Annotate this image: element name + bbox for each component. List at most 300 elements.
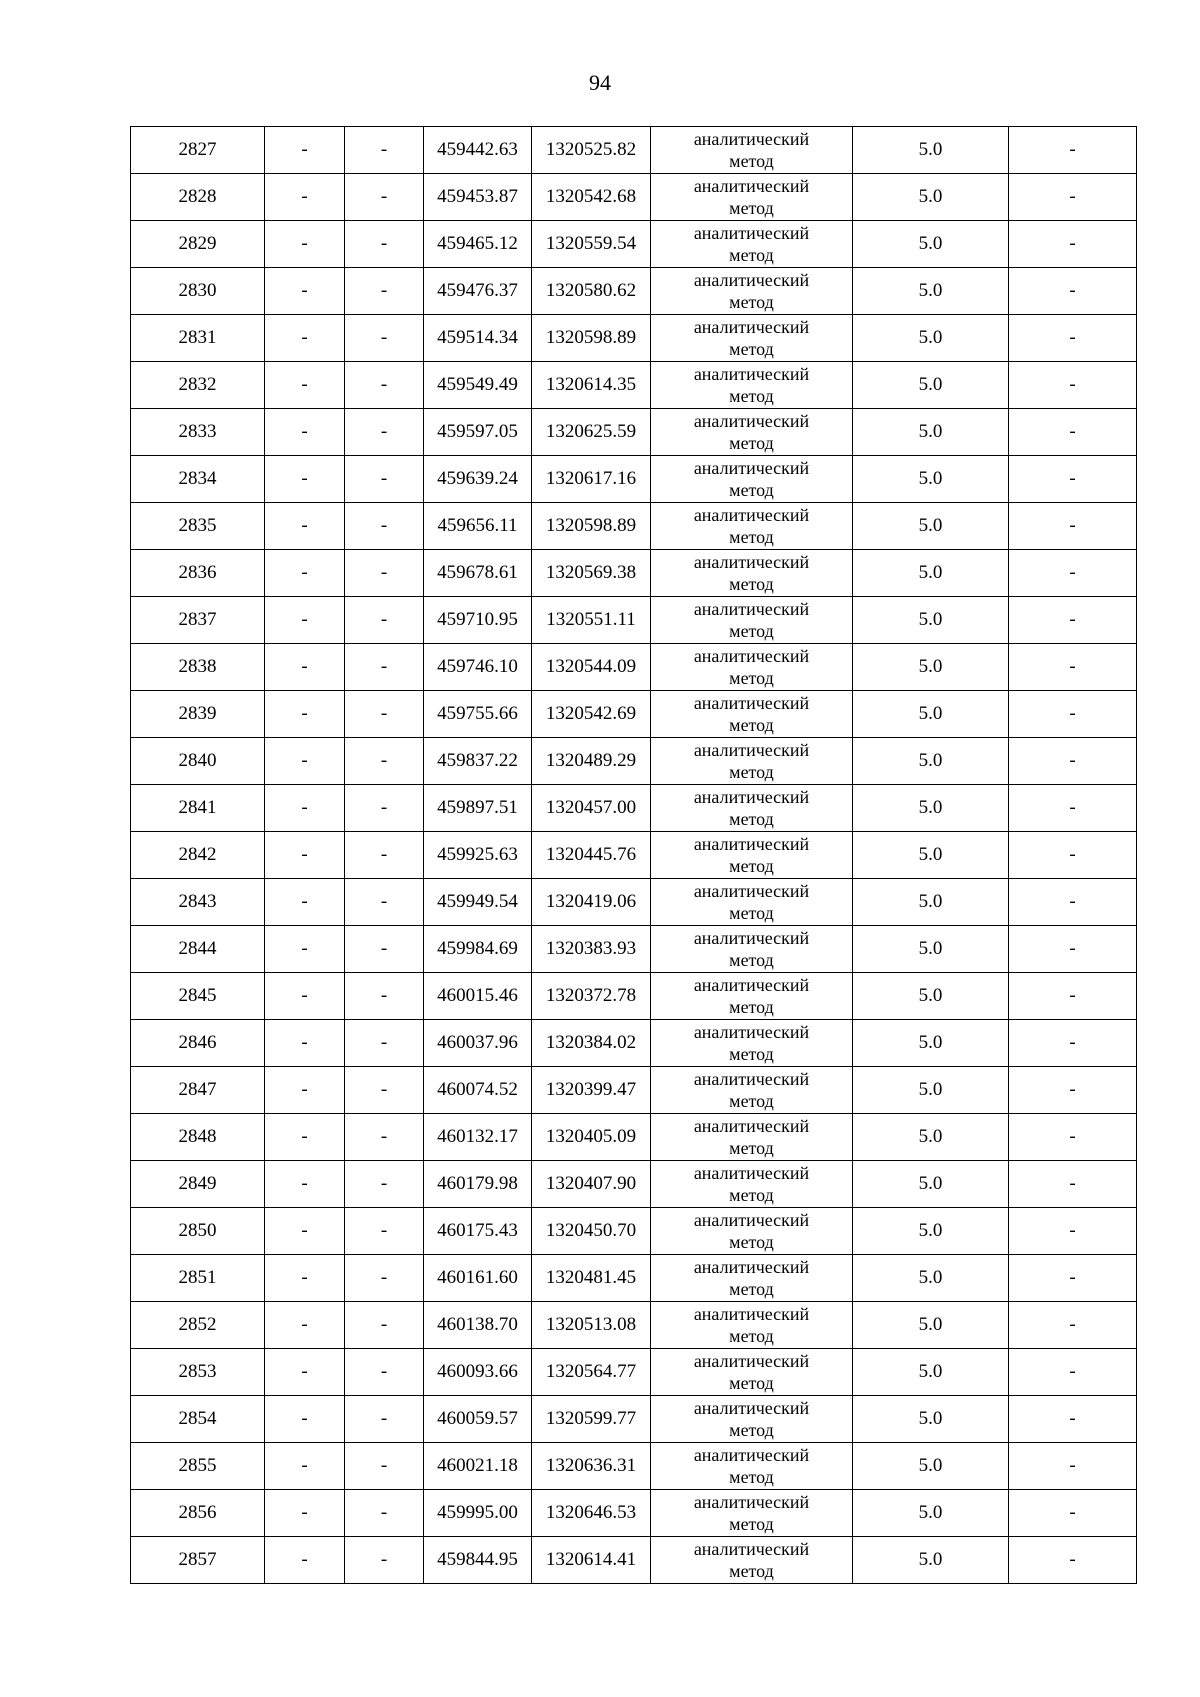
column-2-cell: - bbox=[265, 550, 345, 597]
column-3-cell: - bbox=[345, 268, 424, 315]
x-coordinate-cell: 460138.70 bbox=[424, 1302, 532, 1349]
method-line-1: аналитический bbox=[693, 1304, 810, 1324]
column-3-cell: - bbox=[345, 1255, 424, 1302]
column-2-cell: - bbox=[265, 1537, 345, 1584]
point-number-cell: 2852 bbox=[131, 1302, 265, 1349]
method-cell bbox=[651, 1067, 853, 1114]
point-number-cell: 2849 bbox=[131, 1161, 265, 1208]
table-row bbox=[131, 832, 1137, 879]
accuracy-cell: 5.0 bbox=[853, 1490, 1009, 1537]
point-number-cell: 2851 bbox=[131, 1255, 265, 1302]
method-line-1: аналитический bbox=[693, 364, 810, 384]
last-column-cell: - bbox=[1009, 1443, 1137, 1490]
method-line-1: аналитический bbox=[693, 646, 810, 666]
point-number-cell: 2828 bbox=[131, 174, 265, 221]
last-column-cell: - bbox=[1009, 1114, 1137, 1161]
x-coordinate-cell: 460132.17 bbox=[424, 1114, 532, 1161]
x-coordinate-cell: 460161.60 bbox=[424, 1255, 532, 1302]
point-number-cell: 2839 bbox=[131, 691, 265, 738]
method-line-2: метод bbox=[729, 1279, 774, 1299]
last-column-cell: - bbox=[1009, 315, 1137, 362]
accuracy-cell: 5.0 bbox=[853, 1349, 1009, 1396]
method-line-2: метод bbox=[729, 245, 774, 265]
accuracy-cell: 5.0 bbox=[853, 221, 1009, 268]
column-2-cell: - bbox=[265, 456, 345, 503]
point-number-cell: 2837 bbox=[131, 597, 265, 644]
y-coordinate-cell: 1320399.47 bbox=[532, 1067, 651, 1114]
column-2-cell: - bbox=[265, 785, 345, 832]
column-3-cell: - bbox=[345, 362, 424, 409]
accuracy-cell: 5.0 bbox=[853, 503, 1009, 550]
x-coordinate-cell: 460093.66 bbox=[424, 1349, 532, 1396]
method-line-1: аналитический bbox=[693, 1116, 810, 1136]
point-number-cell: 2838 bbox=[131, 644, 265, 691]
column-2-cell: - bbox=[265, 1114, 345, 1161]
last-column-cell: - bbox=[1009, 1349, 1137, 1396]
method-cell bbox=[651, 1255, 853, 1302]
table-row bbox=[131, 362, 1137, 409]
table-row bbox=[131, 1208, 1137, 1255]
y-coordinate-cell: 1320599.77 bbox=[532, 1396, 651, 1443]
last-column-cell: - bbox=[1009, 409, 1137, 456]
column-3-cell: - bbox=[345, 1020, 424, 1067]
point-number-cell: 2841 bbox=[131, 785, 265, 832]
accuracy-cell: 5.0 bbox=[853, 1537, 1009, 1584]
x-coordinate-cell: 459453.87 bbox=[424, 174, 532, 221]
x-coordinate-cell: 459995.00 bbox=[424, 1490, 532, 1537]
method-cell bbox=[651, 1208, 853, 1255]
table-row bbox=[131, 127, 1137, 174]
method-line-1: аналитический bbox=[693, 1398, 810, 1418]
accuracy-cell: 5.0 bbox=[853, 973, 1009, 1020]
method-line-1: аналитический bbox=[693, 1210, 810, 1230]
x-coordinate-cell: 459925.63 bbox=[424, 832, 532, 879]
y-coordinate-cell: 1320445.76 bbox=[532, 832, 651, 879]
x-coordinate-cell: 459476.37 bbox=[424, 268, 532, 315]
accuracy-cell: 5.0 bbox=[853, 832, 1009, 879]
method-cell bbox=[651, 1396, 853, 1443]
x-coordinate-cell: 459549.49 bbox=[424, 362, 532, 409]
method-cell bbox=[651, 127, 853, 174]
method-cell bbox=[651, 268, 853, 315]
accuracy-cell: 5.0 bbox=[853, 785, 1009, 832]
column-2-cell: - bbox=[265, 315, 345, 362]
accuracy-cell: 5.0 bbox=[853, 362, 1009, 409]
column-3-cell: - bbox=[345, 926, 424, 973]
accuracy-cell: 5.0 bbox=[853, 1302, 1009, 1349]
column-3-cell: - bbox=[345, 597, 424, 644]
accuracy-cell: 5.0 bbox=[853, 268, 1009, 315]
point-number-cell: 2850 bbox=[131, 1208, 265, 1255]
method-cell bbox=[651, 1537, 853, 1584]
method-line-2: метод bbox=[729, 856, 774, 876]
method-cell bbox=[651, 550, 853, 597]
column-3-cell: - bbox=[345, 174, 424, 221]
point-number-cell: 2840 bbox=[131, 738, 265, 785]
table-row bbox=[131, 409, 1137, 456]
method-line-1: аналитический bbox=[693, 1445, 810, 1465]
method-line-2: метод bbox=[729, 997, 774, 1017]
last-column-cell: - bbox=[1009, 503, 1137, 550]
table-row bbox=[131, 785, 1137, 832]
accuracy-cell: 5.0 bbox=[853, 691, 1009, 738]
y-coordinate-cell: 1320598.89 bbox=[532, 503, 651, 550]
column-3-cell: - bbox=[345, 127, 424, 174]
point-number-cell: 2848 bbox=[131, 1114, 265, 1161]
x-coordinate-cell: 460015.46 bbox=[424, 973, 532, 1020]
last-column-cell: - bbox=[1009, 879, 1137, 926]
table-row bbox=[131, 1067, 1137, 1114]
table-row bbox=[131, 1020, 1137, 1067]
last-column-cell: - bbox=[1009, 362, 1137, 409]
accuracy-cell: 5.0 bbox=[853, 926, 1009, 973]
method-cell bbox=[651, 1302, 853, 1349]
method-line-2: метод bbox=[729, 1467, 774, 1487]
method-line-1: аналитический bbox=[693, 1257, 810, 1277]
method-line-1: аналитический bbox=[693, 787, 810, 807]
method-cell bbox=[651, 597, 853, 644]
table-row bbox=[131, 315, 1137, 362]
method-cell bbox=[651, 1349, 853, 1396]
y-coordinate-cell: 1320383.93 bbox=[532, 926, 651, 973]
method-cell bbox=[651, 503, 853, 550]
method-line-1: аналитический bbox=[693, 1539, 810, 1559]
method-cell bbox=[651, 973, 853, 1020]
y-coordinate-cell: 1320636.31 bbox=[532, 1443, 651, 1490]
last-column-cell: - bbox=[1009, 1161, 1137, 1208]
column-3-cell: - bbox=[345, 503, 424, 550]
accuracy-cell: 5.0 bbox=[853, 1161, 1009, 1208]
page-number: 94 bbox=[589, 70, 611, 95]
point-number-cell: 2834 bbox=[131, 456, 265, 503]
last-column-cell: - bbox=[1009, 1020, 1137, 1067]
method-cell bbox=[651, 926, 853, 973]
method-cell bbox=[651, 879, 853, 926]
table-row bbox=[131, 738, 1137, 785]
method-cell bbox=[651, 1020, 853, 1067]
method-line-1: аналитический bbox=[693, 975, 810, 995]
table-row bbox=[131, 456, 1137, 503]
x-coordinate-cell: 459984.69 bbox=[424, 926, 532, 973]
last-column-cell: - bbox=[1009, 926, 1137, 973]
x-coordinate-cell: 459897.51 bbox=[424, 785, 532, 832]
method-cell bbox=[651, 174, 853, 221]
y-coordinate-cell: 1320384.02 bbox=[532, 1020, 651, 1067]
column-2-cell: - bbox=[265, 1067, 345, 1114]
method-line-2: метод bbox=[729, 1044, 774, 1064]
table-row bbox=[131, 926, 1137, 973]
method-cell bbox=[651, 1443, 853, 1490]
table-row bbox=[131, 1114, 1137, 1161]
column-3-cell: - bbox=[345, 1067, 424, 1114]
column-2-cell: - bbox=[265, 174, 345, 221]
accuracy-cell: 5.0 bbox=[853, 1067, 1009, 1114]
y-coordinate-cell: 1320489.29 bbox=[532, 738, 651, 785]
column-3-cell: - bbox=[345, 1161, 424, 1208]
x-coordinate-cell: 459442.63 bbox=[424, 127, 532, 174]
method-line-1: аналитический bbox=[693, 1351, 810, 1371]
column-3-cell: - bbox=[345, 221, 424, 268]
last-column-cell: - bbox=[1009, 597, 1137, 644]
y-coordinate-cell: 1320646.53 bbox=[532, 1490, 651, 1537]
last-column-cell: - bbox=[1009, 127, 1137, 174]
y-coordinate-cell: 1320598.89 bbox=[532, 315, 651, 362]
column-2-cell: - bbox=[265, 973, 345, 1020]
accuracy-cell: 5.0 bbox=[853, 1255, 1009, 1302]
x-coordinate-cell: 459755.66 bbox=[424, 691, 532, 738]
accuracy-cell: 5.0 bbox=[853, 644, 1009, 691]
point-number-cell: 2835 bbox=[131, 503, 265, 550]
column-2-cell: - bbox=[265, 1302, 345, 1349]
method-line-1: аналитический bbox=[693, 552, 810, 572]
method-cell bbox=[651, 409, 853, 456]
y-coordinate-cell: 1320569.38 bbox=[532, 550, 651, 597]
table-row bbox=[131, 973, 1137, 1020]
method-line-2: метод bbox=[729, 527, 774, 547]
column-2-cell: - bbox=[265, 1490, 345, 1537]
x-coordinate-cell: 459746.10 bbox=[424, 644, 532, 691]
column-2-cell: - bbox=[265, 1161, 345, 1208]
column-3-cell: - bbox=[345, 738, 424, 785]
point-number-cell: 2854 bbox=[131, 1396, 265, 1443]
point-number-cell: 2857 bbox=[131, 1537, 265, 1584]
method-line-1: аналитический bbox=[693, 928, 810, 948]
point-number-cell: 2831 bbox=[131, 315, 265, 362]
column-2-cell: - bbox=[265, 1020, 345, 1067]
table-row bbox=[131, 691, 1137, 738]
column-2-cell: - bbox=[265, 1396, 345, 1443]
method-line-2: метод bbox=[729, 621, 774, 641]
y-coordinate-cell: 1320407.90 bbox=[532, 1161, 651, 1208]
last-column-cell: - bbox=[1009, 174, 1137, 221]
accuracy-cell: 5.0 bbox=[853, 127, 1009, 174]
method-line-2: метод bbox=[729, 1514, 774, 1534]
point-number-cell: 2832 bbox=[131, 362, 265, 409]
x-coordinate-cell: 460074.52 bbox=[424, 1067, 532, 1114]
table-row bbox=[131, 644, 1137, 691]
point-number-cell: 2853 bbox=[131, 1349, 265, 1396]
method-line-1: аналитический bbox=[693, 317, 810, 337]
y-coordinate-cell: 1320419.06 bbox=[532, 879, 651, 926]
table-row bbox=[131, 1396, 1137, 1443]
y-coordinate-cell: 1320617.16 bbox=[532, 456, 651, 503]
method-line-1: аналитический bbox=[693, 1022, 810, 1042]
accuracy-cell: 5.0 bbox=[853, 1208, 1009, 1255]
last-column-cell: - bbox=[1009, 221, 1137, 268]
column-2-cell: - bbox=[265, 1255, 345, 1302]
last-column-cell: - bbox=[1009, 550, 1137, 597]
y-coordinate-cell: 1320614.35 bbox=[532, 362, 651, 409]
point-number-cell: 2844 bbox=[131, 926, 265, 973]
last-column-cell: - bbox=[1009, 1396, 1137, 1443]
point-number-cell: 2830 bbox=[131, 268, 265, 315]
column-3-cell: - bbox=[345, 1349, 424, 1396]
x-coordinate-cell: 460021.18 bbox=[424, 1443, 532, 1490]
method-line-2: метод bbox=[729, 1373, 774, 1393]
column-2-cell: - bbox=[265, 503, 345, 550]
method-line-2: метод bbox=[729, 574, 774, 594]
table-row bbox=[131, 879, 1137, 926]
last-column-cell: - bbox=[1009, 832, 1137, 879]
table-row bbox=[131, 1537, 1137, 1584]
y-coordinate-cell: 1320542.68 bbox=[532, 174, 651, 221]
column-3-cell: - bbox=[345, 1396, 424, 1443]
accuracy-cell: 5.0 bbox=[853, 1114, 1009, 1161]
method-line-1: аналитический bbox=[693, 881, 810, 901]
accuracy-cell: 5.0 bbox=[853, 1443, 1009, 1490]
accuracy-cell: 5.0 bbox=[853, 738, 1009, 785]
x-coordinate-cell: 459678.61 bbox=[424, 550, 532, 597]
method-line-1: аналитический bbox=[693, 693, 810, 713]
method-line-1: аналитический bbox=[693, 223, 810, 243]
point-number-cell: 2846 bbox=[131, 1020, 265, 1067]
table-row bbox=[131, 1490, 1137, 1537]
coordinates-table bbox=[130, 126, 1137, 1584]
accuracy-cell: 5.0 bbox=[853, 550, 1009, 597]
x-coordinate-cell: 459597.05 bbox=[424, 409, 532, 456]
y-coordinate-cell: 1320625.59 bbox=[532, 409, 651, 456]
table-row bbox=[131, 268, 1137, 315]
column-3-cell: - bbox=[345, 644, 424, 691]
method-line-2: метод bbox=[729, 1561, 774, 1581]
column-3-cell: - bbox=[345, 832, 424, 879]
column-3-cell: - bbox=[345, 315, 424, 362]
method-line-2: метод bbox=[729, 292, 774, 312]
method-line-2: метод bbox=[729, 1420, 774, 1440]
method-line-1: аналитический bbox=[693, 505, 810, 525]
column-2-cell: - bbox=[265, 691, 345, 738]
table-row bbox=[131, 221, 1137, 268]
y-coordinate-cell: 1320513.08 bbox=[532, 1302, 651, 1349]
method-line-2: метод bbox=[729, 1138, 774, 1158]
coordinates-table-body bbox=[131, 127, 1137, 1584]
last-column-cell: - bbox=[1009, 1537, 1137, 1584]
y-coordinate-cell: 1320614.41 bbox=[532, 1537, 651, 1584]
x-coordinate-cell: 460037.96 bbox=[424, 1020, 532, 1067]
column-2-cell: - bbox=[265, 221, 345, 268]
method-line-2: метод bbox=[729, 151, 774, 171]
point-number-cell: 2827 bbox=[131, 127, 265, 174]
y-coordinate-cell: 1320525.82 bbox=[532, 127, 651, 174]
last-column-cell: - bbox=[1009, 1255, 1137, 1302]
point-number-cell: 2855 bbox=[131, 1443, 265, 1490]
column-2-cell: - bbox=[265, 409, 345, 456]
method-line-2: метод bbox=[729, 1185, 774, 1205]
method-line-2: метод bbox=[729, 1232, 774, 1252]
y-coordinate-cell: 1320372.78 bbox=[532, 973, 651, 1020]
last-column-cell: - bbox=[1009, 268, 1137, 315]
point-number-cell: 2856 bbox=[131, 1490, 265, 1537]
column-3-cell: - bbox=[345, 1208, 424, 1255]
column-3-cell: - bbox=[345, 1443, 424, 1490]
method-line-2: метод bbox=[729, 903, 774, 923]
x-coordinate-cell: 459837.22 bbox=[424, 738, 532, 785]
method-line-2: метод bbox=[729, 668, 774, 688]
method-cell bbox=[651, 456, 853, 503]
last-column-cell: - bbox=[1009, 1067, 1137, 1114]
method-line-1: аналитический bbox=[693, 458, 810, 478]
column-3-cell: - bbox=[345, 879, 424, 926]
method-line-1: аналитический bbox=[693, 129, 810, 149]
method-line-2: метод bbox=[729, 950, 774, 970]
last-column-cell: - bbox=[1009, 1490, 1137, 1537]
column-2-cell: - bbox=[265, 738, 345, 785]
point-number-cell: 2833 bbox=[131, 409, 265, 456]
method-line-1: аналитический bbox=[693, 270, 810, 290]
method-cell bbox=[651, 1114, 853, 1161]
column-3-cell: - bbox=[345, 409, 424, 456]
y-coordinate-cell: 1320450.70 bbox=[532, 1208, 651, 1255]
point-number-cell: 2843 bbox=[131, 879, 265, 926]
method-line-1: аналитический bbox=[693, 1163, 810, 1183]
accuracy-cell: 5.0 bbox=[853, 1020, 1009, 1067]
last-column-cell: - bbox=[1009, 1302, 1137, 1349]
method-cell bbox=[651, 1161, 853, 1208]
x-coordinate-cell: 460175.43 bbox=[424, 1208, 532, 1255]
column-2-cell: - bbox=[265, 362, 345, 409]
x-coordinate-cell: 459656.11 bbox=[424, 503, 532, 550]
table-row bbox=[131, 503, 1137, 550]
x-coordinate-cell: 459465.12 bbox=[424, 221, 532, 268]
last-column-cell: - bbox=[1009, 691, 1137, 738]
column-3-cell: - bbox=[345, 691, 424, 738]
accuracy-cell: 5.0 bbox=[853, 409, 1009, 456]
y-coordinate-cell: 1320405.09 bbox=[532, 1114, 651, 1161]
method-line-2: метод bbox=[729, 715, 774, 735]
x-coordinate-cell: 459949.54 bbox=[424, 879, 532, 926]
table-row bbox=[131, 174, 1137, 221]
x-coordinate-cell: 459844.95 bbox=[424, 1537, 532, 1584]
table-row bbox=[131, 597, 1137, 644]
method-line-2: метод bbox=[729, 386, 774, 406]
x-coordinate-cell: 460179.98 bbox=[424, 1161, 532, 1208]
last-column-cell: - bbox=[1009, 456, 1137, 503]
x-coordinate-cell: 460059.57 bbox=[424, 1396, 532, 1443]
table-row bbox=[131, 1302, 1137, 1349]
accuracy-cell: 5.0 bbox=[853, 174, 1009, 221]
point-number-cell: 2829 bbox=[131, 221, 265, 268]
method-line-2: метод bbox=[729, 198, 774, 218]
column-3-cell: - bbox=[345, 1490, 424, 1537]
column-3-cell: - bbox=[345, 550, 424, 597]
last-column-cell: - bbox=[1009, 1208, 1137, 1255]
point-number-cell: 2845 bbox=[131, 973, 265, 1020]
method-cell bbox=[651, 1490, 853, 1537]
table-row bbox=[131, 1443, 1137, 1490]
column-3-cell: - bbox=[345, 1302, 424, 1349]
table-row bbox=[131, 1349, 1137, 1396]
method-line-1: аналитический bbox=[693, 176, 810, 196]
method-line-1: аналитический bbox=[693, 740, 810, 760]
y-coordinate-cell: 1320559.54 bbox=[532, 221, 651, 268]
method-line-2: метод bbox=[729, 480, 774, 500]
accuracy-cell: 5.0 bbox=[853, 315, 1009, 362]
method-cell bbox=[651, 644, 853, 691]
y-coordinate-cell: 1320457.00 bbox=[532, 785, 651, 832]
method-line-2: метод bbox=[729, 1091, 774, 1111]
column-2-cell: - bbox=[265, 926, 345, 973]
x-coordinate-cell: 459514.34 bbox=[424, 315, 532, 362]
method-line-1: аналитический bbox=[693, 1069, 810, 1089]
table-row bbox=[131, 1255, 1137, 1302]
y-coordinate-cell: 1320481.45 bbox=[532, 1255, 651, 1302]
y-coordinate-cell: 1320551.11 bbox=[532, 597, 651, 644]
last-column-cell: - bbox=[1009, 973, 1137, 1020]
column-3-cell: - bbox=[345, 1114, 424, 1161]
table-row bbox=[131, 550, 1137, 597]
column-2-cell: - bbox=[265, 644, 345, 691]
accuracy-cell: 5.0 bbox=[853, 879, 1009, 926]
